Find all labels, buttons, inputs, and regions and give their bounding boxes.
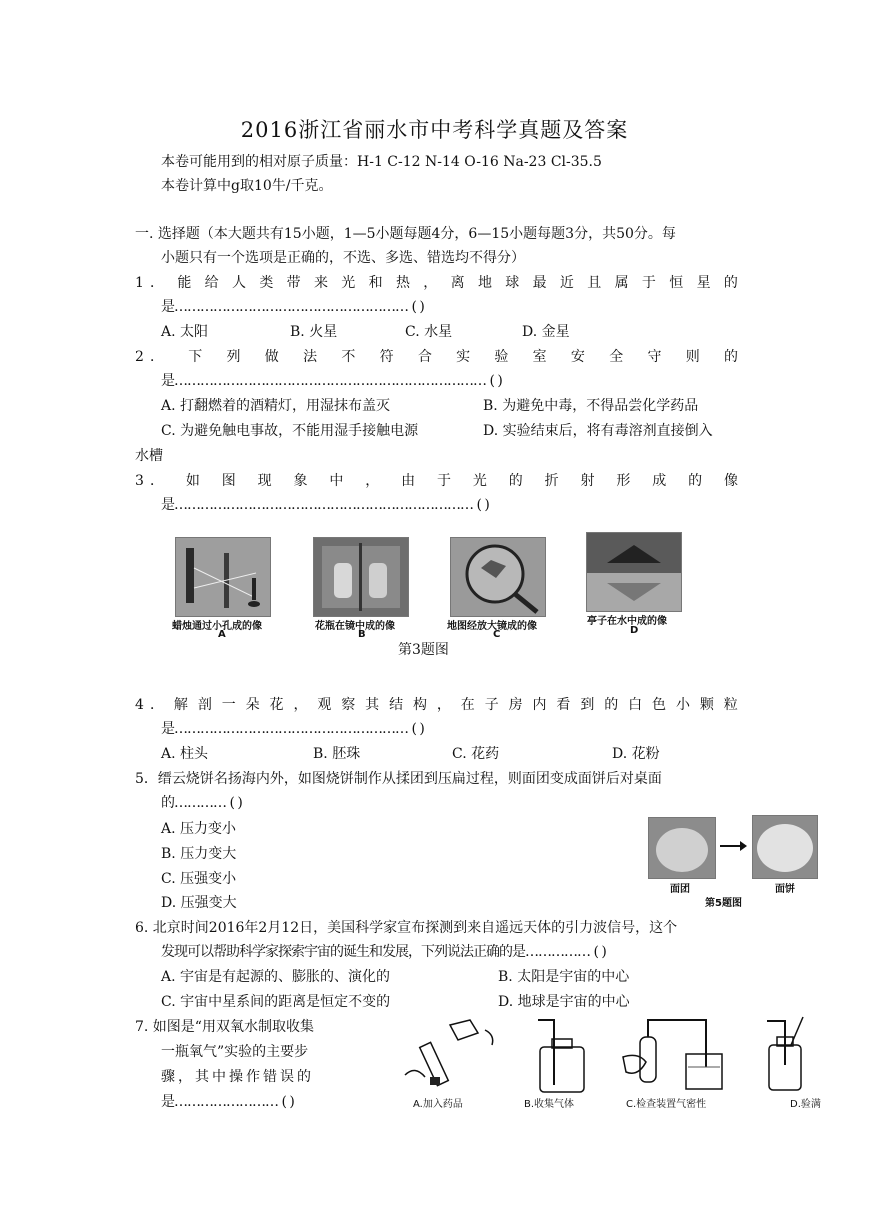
stem-char: 图 xyxy=(221,473,236,489)
stem-char: 下 xyxy=(188,349,203,365)
stem-char: 的 xyxy=(508,473,523,489)
stem-char: 察 xyxy=(341,697,356,713)
stem-char: 人 xyxy=(231,275,246,291)
q5-stem-line-1: 5．缙云烧饼名扬海内外，如图烧饼制作从揉团到压扁过程，则面团变成面饼后对桌面 xyxy=(135,771,662,787)
q3-caption-a: 蜡烛通过小孔成的像 xyxy=(172,621,262,632)
stem-char: 带 xyxy=(286,275,301,291)
stem-char: 于 xyxy=(641,275,656,291)
q7-caption-c: C.检查装置气密性 xyxy=(626,1099,707,1110)
q2-option-c: C. 为避免触电事故，不能用湿手接触电源 xyxy=(161,423,419,439)
q4-option-d: D. 花粉 xyxy=(612,746,660,762)
q7-image-c xyxy=(618,1012,728,1097)
q3-letter-c: C xyxy=(493,629,501,640)
stem-char: 来 xyxy=(313,275,328,291)
stem-char: 最 xyxy=(532,275,547,291)
stem-char: 白 xyxy=(628,697,643,713)
q4-option-b: B. 胚珠 xyxy=(313,746,361,762)
q2-stem xyxy=(150,345,738,369)
stem-char: 验 xyxy=(494,349,509,365)
stem-char: 花 xyxy=(269,697,284,713)
stem-char: 地 xyxy=(477,275,492,291)
q6-stem-line-1: 6. 北京时间2016年2月12日，美国科学家宣布探测到来自遥远天体的引力波信号，这个 xyxy=(135,920,678,936)
stem-char: 形 xyxy=(616,473,631,489)
q5-stem-line-2: 的………… ( ) xyxy=(161,795,242,811)
stem-char: 内 xyxy=(532,697,547,713)
stem-char: 合 xyxy=(417,349,432,365)
stem-char: ． xyxy=(150,473,164,489)
q3-number: 3 xyxy=(135,473,144,489)
stem-char: 热 xyxy=(395,275,410,291)
q1-option-c: C. 水星 xyxy=(405,324,453,340)
stem-char: 安 xyxy=(570,349,585,365)
intro-line-2: 本卷计算中g取10牛/千克。 xyxy=(161,178,333,194)
section-header-line-1: 一. 选择题（本大题共有15小题，1—5小题每题4分，6—15小题每题3分，共50分。每 xyxy=(135,226,676,242)
q4-option-a: A. 柱头 xyxy=(161,746,209,762)
stem-char: 一 xyxy=(221,697,236,713)
stem-char: 像 xyxy=(724,473,738,489)
stem-char: 由 xyxy=(401,473,416,489)
intro-line-1: 本卷可能用到的相对原子质量：H-1 C-12 N-14 O-16 Na-23 Cl-35.5 xyxy=(161,154,602,170)
stem-char: 于 xyxy=(437,473,451,489)
q1-option-b: B. 火星 xyxy=(290,324,338,340)
stem-char: 光 xyxy=(472,473,487,489)
stem-char: ． xyxy=(150,275,164,291)
stem-char: 如 xyxy=(185,473,200,489)
q4-option-c: C. 花药 xyxy=(452,746,500,762)
stem-char: 结 xyxy=(389,697,404,713)
stem-char: 的 xyxy=(723,349,738,365)
q3-image-a xyxy=(175,537,271,617)
q5-option-c: C. 压强变小 xyxy=(161,871,237,887)
q7-caption-d: D.验满 xyxy=(790,1099,821,1110)
stem-char: ， xyxy=(436,697,451,713)
stem-char: 星 xyxy=(696,275,711,291)
stem-char: 离 xyxy=(450,275,465,291)
stem-char: 观 xyxy=(317,697,332,713)
q2-option-d-continued: 水槽 xyxy=(135,448,163,464)
stem-char: 其 xyxy=(365,697,380,713)
stem-char: 守 xyxy=(647,349,662,365)
q2-stem-tail: 是……………………………………………………………… ( ) xyxy=(161,373,502,389)
stem-char: ， xyxy=(293,697,308,713)
q1-number: 1 xyxy=(135,275,144,291)
stem-char: 看 xyxy=(556,697,571,713)
stem-char: 到 xyxy=(580,697,595,713)
stem-char: 室 xyxy=(532,349,547,365)
stem-char: 和 xyxy=(368,275,383,291)
stem-char: 且 xyxy=(587,275,602,291)
stem-char: 解 xyxy=(173,697,188,713)
q7-caption-b: B.收集气体 xyxy=(524,1099,575,1110)
q1-option-d: D. 金星 xyxy=(522,324,570,340)
stem-char: 符 xyxy=(379,349,394,365)
stem-char: 朵 xyxy=(245,697,260,713)
q6-option-c: C. 宇宙中星系间的距离是恒定不变的 xyxy=(161,994,391,1010)
stem-char: 实 xyxy=(456,349,471,365)
stem-char: 则 xyxy=(685,349,700,365)
page-title: 2016浙江省丽水市中考科学真题及答案 xyxy=(240,118,629,142)
stem-char: 构 xyxy=(412,697,427,713)
q6-stem-line-2: 发现可以帮助科学家探索宇宙的诞生和发展，下列说法正确的是…………… ( ) xyxy=(161,944,606,960)
q6-option-a: A. 宇宙是有起源的、膨胀的、演化的 xyxy=(161,969,391,985)
q5-image-dough xyxy=(648,817,716,879)
q5-option-a: A. 压力变小 xyxy=(161,821,237,837)
q1-option-a: A. 太阳 xyxy=(161,324,209,340)
q3-letter-a: A xyxy=(218,629,226,640)
stem-char: 剖 xyxy=(197,697,212,713)
stem-char: 粒 xyxy=(723,697,738,713)
stem-char: 现 xyxy=(257,473,272,489)
stem-char: 近 xyxy=(559,275,574,291)
q5-label-dough: 面团 xyxy=(670,884,690,895)
stem-char: 的 xyxy=(604,697,619,713)
q7-stem-line-4: 是…………………… ( ) xyxy=(161,1094,294,1110)
stem-char: 象 xyxy=(293,473,308,489)
stem-char: 中 xyxy=(329,473,344,489)
q4-stem-tail: 是……………………………………………… ( ) xyxy=(161,721,424,737)
q3-image-d xyxy=(586,532,682,612)
q7-stem-line-1: 7. 如图是“用双氧水制取收集 xyxy=(135,1019,314,1035)
stem-char: 折 xyxy=(544,473,559,489)
q2-option-b: B. 为避免中毒，不得品尝化学药品 xyxy=(483,398,699,414)
stem-char: 做 xyxy=(264,349,279,365)
stem-char: 全 xyxy=(609,349,624,365)
stem-char: 成 xyxy=(652,473,667,489)
q6-option-b: B. 太阳是宇宙的中心 xyxy=(498,969,630,985)
stem-char: 球 xyxy=(505,275,520,291)
stem-char: 的 xyxy=(723,275,738,291)
q7-image-d xyxy=(763,1015,813,1095)
stem-char: ， xyxy=(423,275,438,291)
stem-char: 射 xyxy=(580,473,595,489)
q3-figure-caption: 第3题图 xyxy=(398,642,449,658)
q5-option-d: D. 压强变大 xyxy=(161,895,237,911)
q4-number: 4 xyxy=(135,697,144,713)
stem-char: 在 xyxy=(460,697,475,713)
q2-option-d: D. 实验结束后，将有毒溶剂直接倒入 xyxy=(483,423,713,439)
stem-char: 类 xyxy=(259,275,274,291)
q3-caption-d: 亭子在水中成的像 xyxy=(587,616,667,627)
q2-number: 2 xyxy=(135,349,144,365)
stem-char: 属 xyxy=(614,275,629,291)
q3-image-b xyxy=(313,537,409,617)
q3-stem xyxy=(150,469,738,493)
q7-caption-a: A.加入药品 xyxy=(413,1099,463,1110)
q3-stem-tail: 是…………………………………………………………… ( ) xyxy=(161,497,489,513)
q3-image-c xyxy=(450,537,546,617)
stem-char: 的 xyxy=(688,473,703,489)
q5-label-cake: 面饼 xyxy=(775,884,795,895)
q7-stem-line-2: 一瓶氧气”实验的主要步 xyxy=(161,1044,309,1060)
stem-char: 小 xyxy=(675,697,690,713)
stem-char: 能 xyxy=(177,275,192,291)
q5-image-cake xyxy=(752,815,818,879)
q3-letter-d: D xyxy=(630,625,639,636)
q7-image-b xyxy=(528,1015,598,1095)
q5-option-b: B. 压力变大 xyxy=(161,846,237,862)
stem-char: 光 xyxy=(341,275,356,291)
q5-arrow-icon xyxy=(718,839,748,853)
q7-stem-line-3: 骤，其中操作错误的 xyxy=(161,1069,314,1085)
q2-option-a: A. 打翻燃着的酒精灯，用湿抹布盖灭 xyxy=(161,398,391,414)
q3-caption-c: 地图经放大镜成的像 xyxy=(447,621,537,632)
q1-stem xyxy=(150,271,738,295)
stem-char: 房 xyxy=(508,697,523,713)
stem-char: ， xyxy=(365,473,380,489)
stem-char: 给 xyxy=(204,275,219,291)
stem-char: ． xyxy=(150,697,164,713)
section-header-line-2: 小题只有一个选项是正确的，不选、多选、错选均不得分） xyxy=(161,250,525,266)
stem-char: 列 xyxy=(226,349,241,365)
stem-char: 色 xyxy=(652,697,667,713)
q3-letter-b: B xyxy=(358,629,366,640)
q3-caption-b: 花瓶在镜中成的像 xyxy=(315,621,395,632)
stem-char: 法 xyxy=(303,349,318,365)
q4-stem xyxy=(150,693,738,717)
stem-char: 子 xyxy=(484,697,499,713)
q1-stem-tail: 是……………………………………………… ( ) xyxy=(161,299,424,315)
stem-char: ． xyxy=(150,349,164,365)
stem-char: 颗 xyxy=(699,697,714,713)
stem-char: 恒 xyxy=(669,275,684,291)
q5-figure-caption: 第5题图 xyxy=(705,898,742,909)
stem-char: 不 xyxy=(341,349,356,365)
q6-option-d: D. 地球是宇宙的中心 xyxy=(498,994,630,1010)
q7-image-a xyxy=(400,1015,500,1100)
